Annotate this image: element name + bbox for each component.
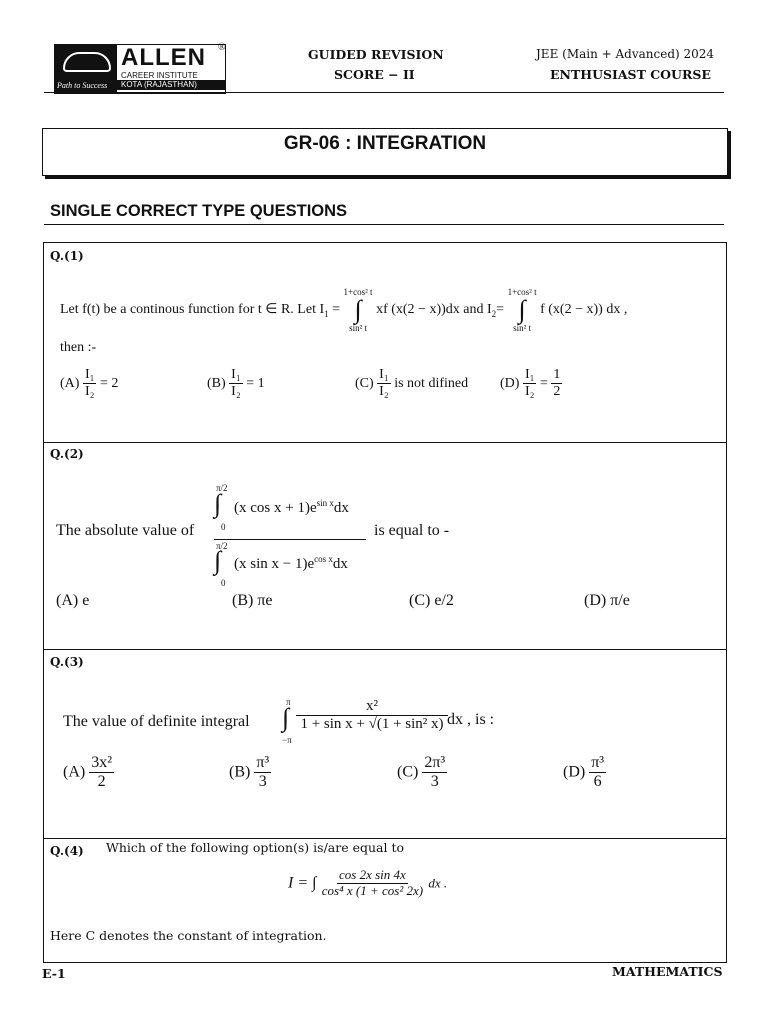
question-1: Q.(1) Let f(t) be a continous function for t ∈ R. Let $I_1$ = 1+cos² t ∫ sin² t xf (x(2 − x))dx and $I_2=$ 1+cos² t ∫ sin² t f (x(2 − x)) dx , then :- (A) $\frac{\text{I₁}}{\text{I₂}}$ = 2 (B) $\frac{\text{I₁}}{\text{I₂}}$ = 1 (C) $\frac{\text{I₁}}{\text{I₂}}$ is not difined (D) $\frac{\text{I₁}}{\text{I₂}}$ = $\frac{1}{2}$	[43, 242, 727, 443]
q3-option-b[interactable]: (B) $\frac{\text{π³}}{3}$	[229, 754, 270, 791]
q3-fraction: $\frac{\text{x²}}{\text{1 + sin x + √(1 + sin² x)}}$	[298, 698, 446, 734]
integral-sign-icon: ∫	[282, 703, 290, 732]
q1-option-c[interactable]: (C) $\frac{\text{I₁}}{\text{I₂}}$ is not difined	[355, 367, 469, 400]
q2-lead: The absolute value of	[56, 522, 195, 539]
q3-option-c[interactable]: (C) $\frac{\text{2π³}}{3}$	[397, 754, 446, 791]
q3-lead: The value of definite integral	[63, 713, 250, 730]
registered-mark: ®	[218, 42, 226, 53]
header-rule	[44, 92, 724, 93]
q4-note: Here C denotes the constant of integration.	[50, 928, 327, 943]
q2-fraction: π/2 ∫ 0 (x $\cos x + 1)e^{sin x}dx$ π/2 ∫ 0 (x $\sin x - 1)e^{cos x}dx$	[214, 481, 366, 590]
q4-equation: I = ∫ $\frac{\text{cos 2x sin 4x}}{\text{cos⁴ x (1 + cos² 2x)}}$ dx .	[288, 867, 448, 898]
question-number: Q.(1)	[50, 249, 84, 263]
q2-option-c[interactable]: (C) e/2	[409, 592, 454, 609]
integral-sign-icon: ∫	[214, 546, 222, 575]
q3-option-d[interactable]: (D) $\frac{\text{π³}}{6}$	[563, 754, 605, 791]
question-number: Q.(3)	[50, 655, 84, 669]
q1-option-b[interactable]: (B) $\frac{\text{I₁}}{\text{I₂}}$ = 1	[207, 367, 265, 400]
header-center-line1: GUIDED REVISION	[308, 47, 444, 62]
q2-option-b[interactable]: (B) πe	[232, 592, 273, 609]
q2-option-a[interactable]: (A) e	[56, 592, 90, 609]
integral-sign-icon: ∫	[354, 295, 362, 324]
question-number: Q.(4)	[50, 844, 84, 858]
integral-sign-icon: ∫	[518, 295, 526, 324]
q1-then: then :-	[60, 340, 97, 355]
page-title: GR-06 : INTEGRATION	[283, 133, 487, 154]
q1-integrand2: f (x(2 − x)) dx ,	[540, 302, 628, 318]
page-number: E-1	[42, 966, 66, 981]
q1-integrand1: xf (x(2 − x))dx	[376, 302, 460, 318]
header-center-line2: SCORE − II	[334, 67, 415, 82]
integral-sign-icon: ∫	[214, 489, 222, 518]
allen-logo	[54, 44, 226, 94]
q3-tail: dx , is :	[447, 711, 495, 728]
q4-text: Which of the following option(s) is/are equal to	[106, 840, 404, 855]
q1-intro: Let f(t) be a continous function for t ∈ R. Let I	[60, 302, 325, 318]
logo-brand: ALLEN	[121, 44, 206, 71]
logo-line1: CAREER INSTITUTE	[121, 71, 198, 80]
question-4	[43, 838, 727, 963]
question-number: Q.(2)	[50, 447, 84, 461]
footer-subject: MATHEMATICS	[612, 964, 723, 979]
header-right-line1: JEE (Main + Advanced) 2024	[536, 47, 715, 61]
q2-tail: is equal to -	[374, 522, 450, 539]
section-rule	[44, 224, 724, 225]
q2-option-d[interactable]: (D) π/e	[584, 592, 630, 609]
q3-option-a[interactable]: (A) $\frac{\text{3x²}}{2}$	[63, 754, 113, 791]
logo-tagline: Path to Success	[57, 81, 108, 90]
logo-line2: KOTA (RAJASTHAN)	[117, 80, 225, 90]
q1-option-d[interactable]: (D) $\frac{\text{I₁}}{\text{I₂}}$ = $\frac{1}{2}$	[500, 367, 561, 400]
question-2	[43, 441, 727, 650]
title-box	[42, 128, 728, 176]
section-title: SINGLE CORRECT TYPE QUESTIONS	[50, 202, 348, 220]
q1-option-a[interactable]: (A) $\frac{\text{I₁}}{\text{I₂}}$ = 2	[60, 367, 119, 400]
question-3: Q.(3) The value of definite integral π ∫ −π $\frac{\text{x²}}{\text{1 + sin x + √(1 + sin² x)}}$ dx , is : (A) $\frac{\text{3x²}}{2}$ (B) $\frac{\text{π³}}{3}$ (C) $\frac{\text{2π³}}{3}$ (D) $\frac{\text{π³}}{6}$	[43, 649, 727, 839]
car-emblem-icon	[55, 45, 117, 93]
header-right-line2: ENTHUSIAST COURSE	[550, 67, 711, 82]
